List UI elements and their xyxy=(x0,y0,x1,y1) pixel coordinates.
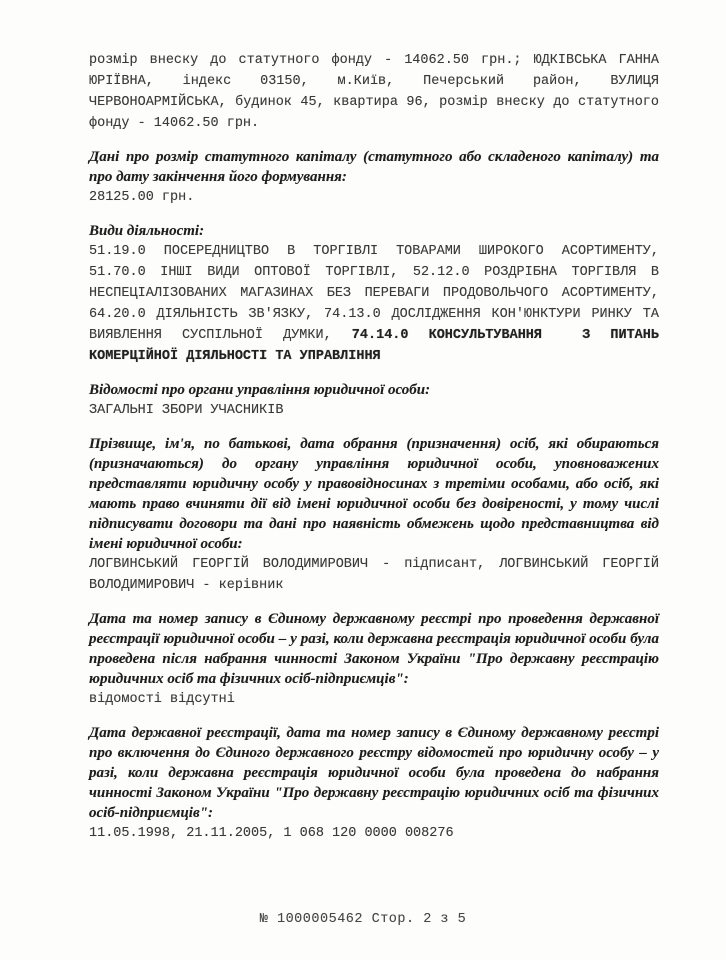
page-footer: № 1000005462 Стор. 2 з 5 xyxy=(259,912,467,927)
statutory-capital-value: 28125.00 грн. xyxy=(89,190,195,205)
section-registry-record xyxy=(89,609,659,710)
registry-record-heading: Дата та номер запису в Єдиному державному реєстрі про проведення державної реєстрації юридичної особи – у разі, коли державна реєстрація юридичної особи була проведена після набрання чинності Законом України "Про державну реєстрацію юридичних осіб та фізичних осіб-підприємців": xyxy=(89,611,659,687)
governing-bodies-heading: Відомості про органи управління юридичної особи: xyxy=(89,382,431,398)
representatives-value: ЛОГВИНСЬКИЙ ГЕОРГІЙ ВОЛОДИМИРОВИЧ - підписант, ЛОГВИНСЬКИЙ ГЕОРГІЙ ВОЛОДИМИРОВИЧ - керівник xyxy=(89,557,668,593)
paragraph-founder-contribution xyxy=(89,50,668,134)
section-state-registration xyxy=(89,723,659,844)
section-activities xyxy=(89,221,668,367)
activities-value-normal: 51.19.0 ПОСЕРЕДНИЦТВО В ТОРГІВЛІ ТОВАРАМИ ШИРОКОГО АСОРТИМЕНТУ, 51.70.0 ІНШІ ВИДИ ОПТОВОЇ ТОРГІВЛІ, 52.12.0 РОЗДРІБНА ТОРГІВЛЯ В НЕСПЕЦІАЛІЗОВАНИХ МАГАЗИНАХ БЕЗ ПЕРЕВАГИ ПРОДОВОЛЬЧОГО АСОРТИМЕНТУ, 64.20.0 ДІЯЛЬНІСТЬ ЗВ'ЯЗКУ, 74.13.0 ДОСЛІДЖЕННЯ КОН'ЮНКТУРИ РИНКУ ТА ВИЯВЛЕННЯ СУСПІЛЬНОЇ ДУМКИ, xyxy=(89,244,668,343)
governing-bodies-value: ЗАГАЛЬНІ ЗБОРИ УЧАСНИКІВ xyxy=(89,403,284,418)
activities-value-bold: 74.14.0 КОНСУЛЬТУВАННЯ З ПИТАНЬ КОМЕРЦІЙНОЇ ДІЯЛЬНОСТІ ТА УПРАВЛІННЯ xyxy=(89,328,668,364)
section-representatives xyxy=(89,434,668,596)
document-content xyxy=(89,50,668,857)
section-governing-bodies xyxy=(89,380,659,421)
activities-value xyxy=(89,241,668,367)
activities-heading: Види діяльності: xyxy=(89,223,205,239)
state-registration-value: 11.05.1998, 21.11.2005, 1 068 120 0000 008276 xyxy=(89,826,454,841)
state-registration-heading: Дата державної реєстрації, дата та номер запису в Єдиному державному реєстрі про включення до Єдиного державного реєстру відомостей про юридичну особу – у разі, коли державна реєстрація юридичної особи була проведена до набрання чинності Законом України "Про державну реєстрацію юридичних осіб та фізичних осіб-підприємців": xyxy=(89,725,659,821)
representatives-heading: Прізвище, ім'я, по батькові, дата обрання (призначення) осіб, які обираються (призначаються) до органу управління юридичної особи, уповноважених представляти юридичну особу у правовідносинах з третіми особами, або осіб, які мають право вчиняти дії від імені юридичної особи без довіреності, у тому числі підписувати договори та дані про наявність обмежень щодо представництва від імені юридичної особи: xyxy=(89,436,659,552)
founder-contribution-text: розмір внеску до статутного фонду - 14062.50 грн.; ЮДКІВСЬКА ГАННА ЮРІЇВНА, індекс 03150, м.Київ, Печерський район, ВУЛИЦЯ ЧЕРВОНОАРМІЙСЬКА, будинок 45, квартира 96, розмір внеску до статутного фонду - 14062.50 грн. xyxy=(89,53,668,131)
registry-record-value: відомості відсутні xyxy=(89,692,235,707)
statutory-capital-heading: Дані про розмір статутного капіталу (статутного або складеного капіталу) та про дату закінчення його формування: xyxy=(89,149,659,185)
section-statutory-capital xyxy=(89,147,659,208)
